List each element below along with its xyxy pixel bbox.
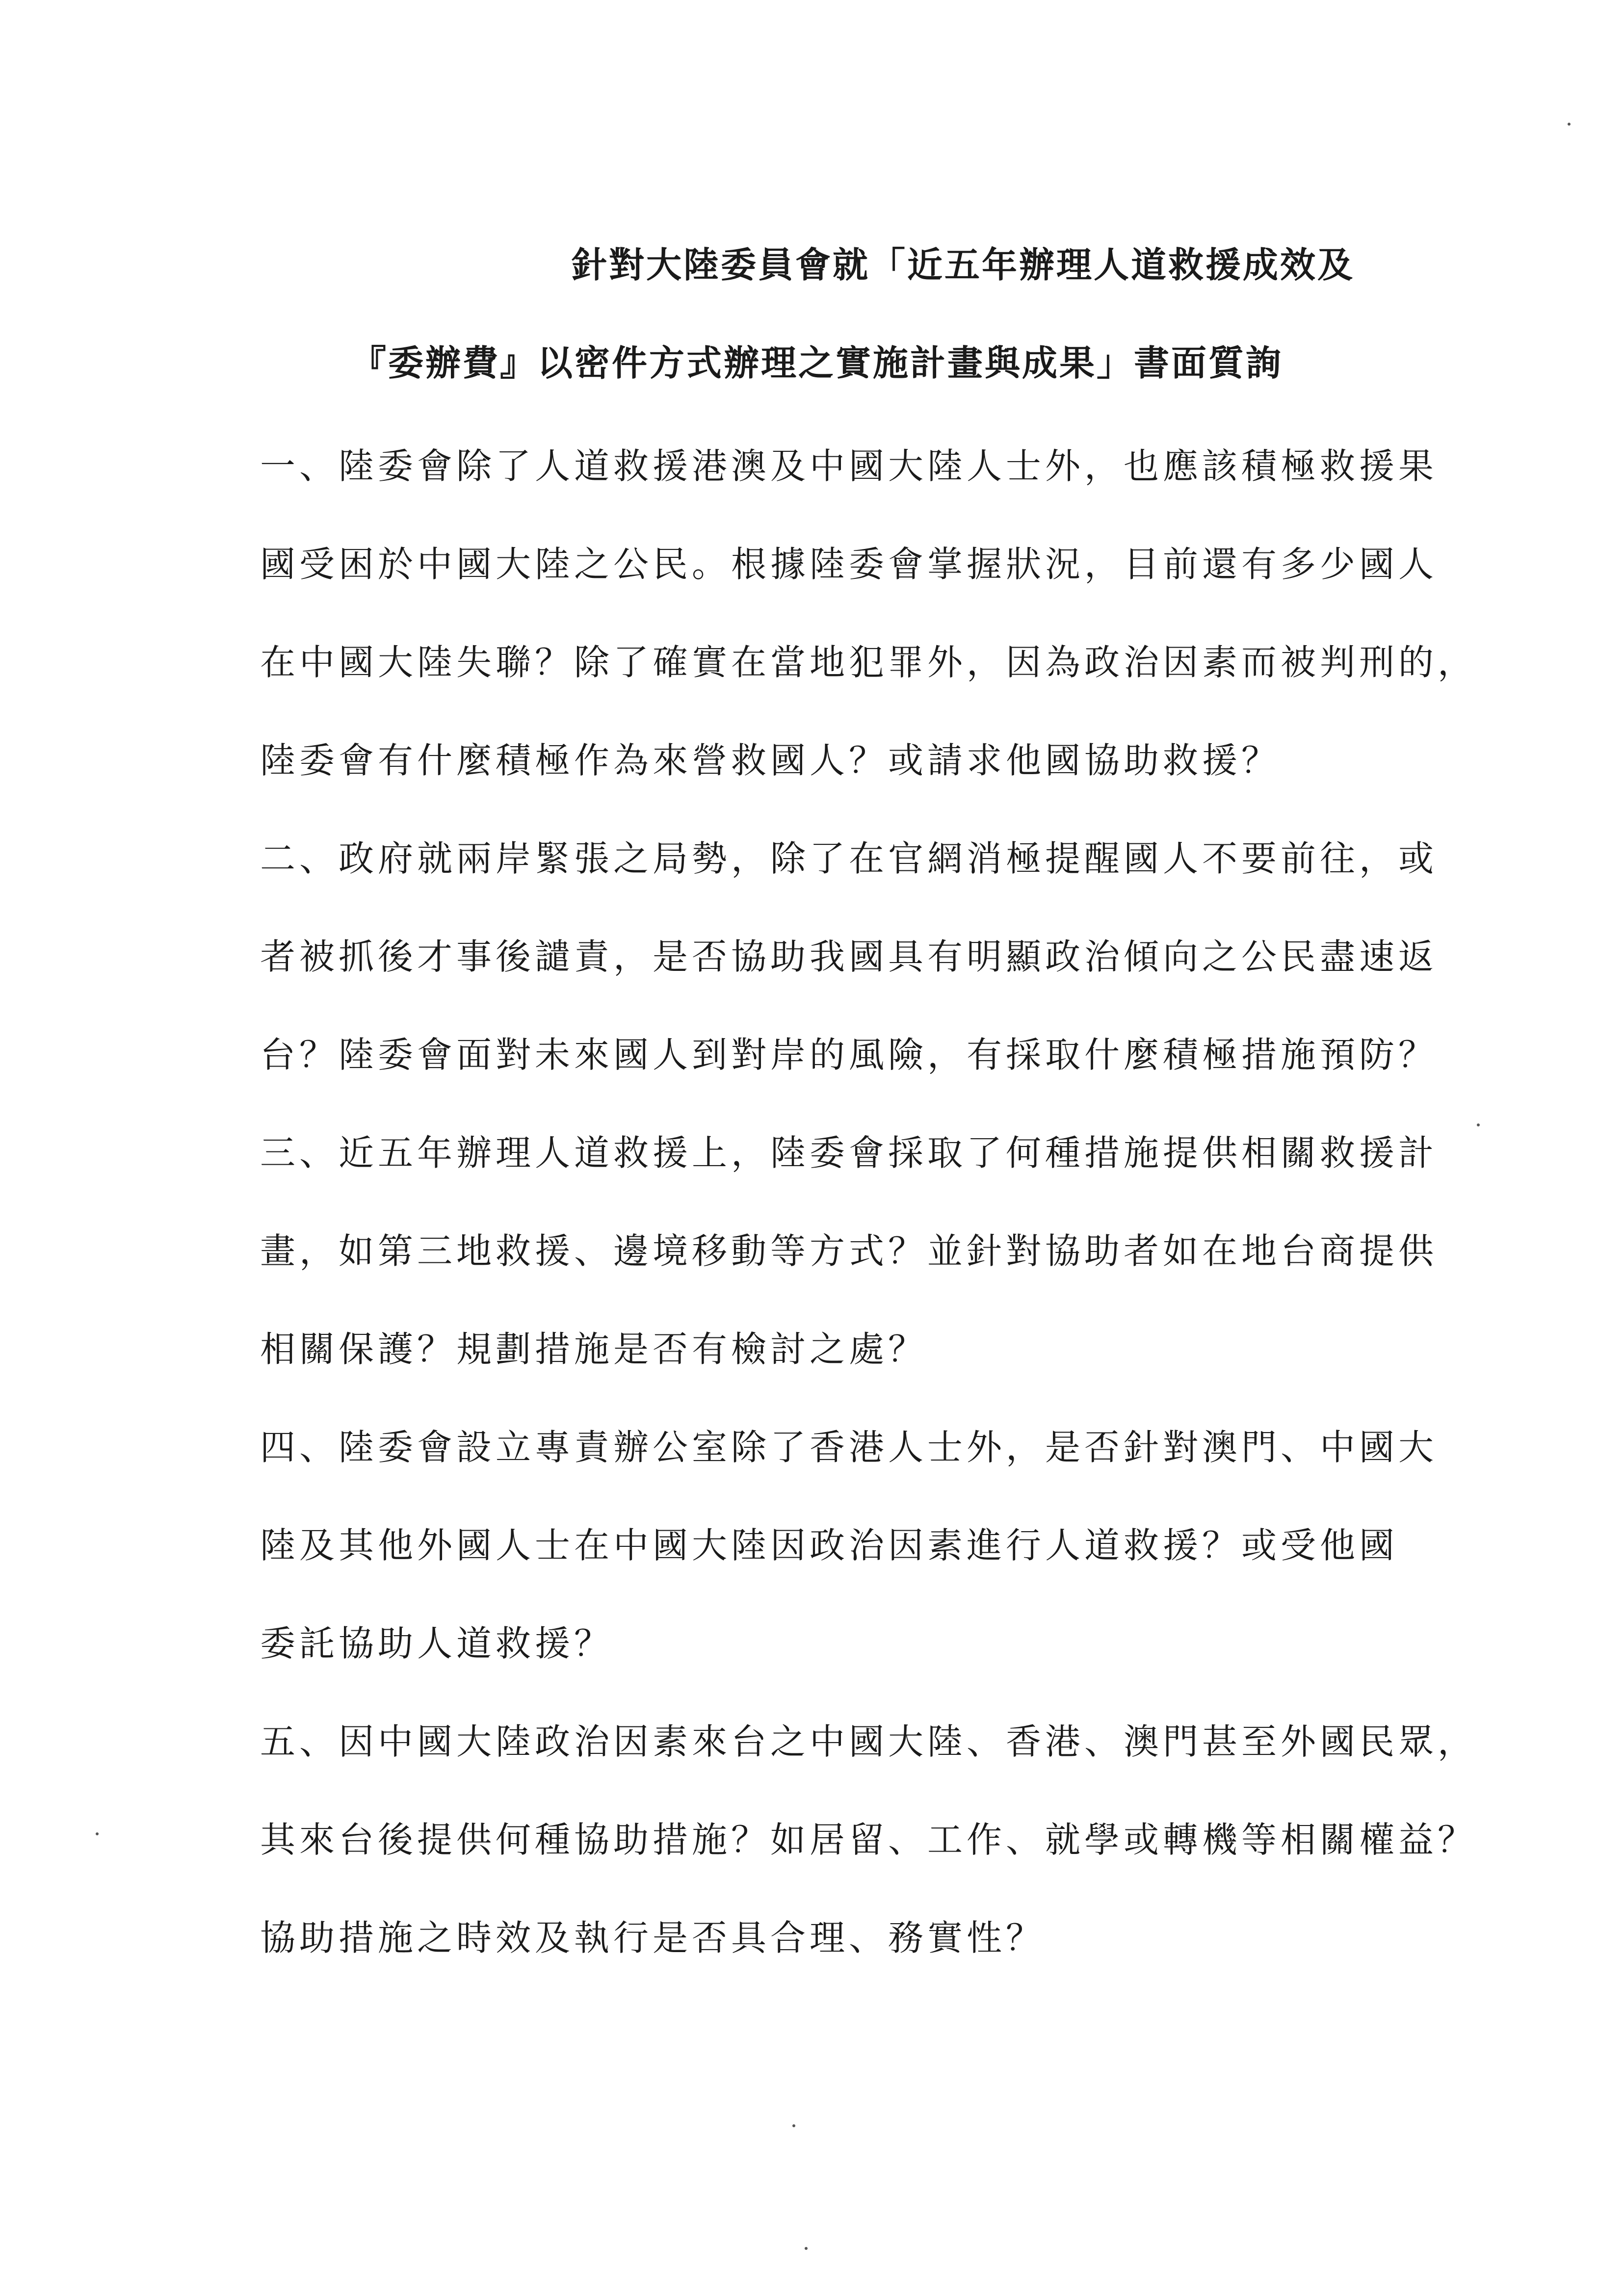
scan-speck xyxy=(792,2124,795,2127)
body-line: 二、政府就兩岸緊張之局勢，除了在官網消極提醒國人不要前往，或 xyxy=(260,838,1438,879)
body-line: 畫，如第三地救援、邊境移動等方式？並針對協助者如在地台商提供 xyxy=(260,1230,1438,1272)
body-line: 陸委會有什麼積極作為來營救國人？或請求他國協助救援？ xyxy=(260,740,1281,781)
body-line: 者被抓後才事後譴責，是否協助我國具有明顯政治傾向之公民盡速返 xyxy=(260,936,1438,977)
body-line: 委託協助人道救援？ xyxy=(260,1623,614,1664)
scan-speck xyxy=(1568,123,1571,126)
body-line: 國受困於中國大陸之公民。根據陸委會掌握狀況，目前還有多少國人 xyxy=(260,544,1438,585)
body-line: 在中國大陸失聯？除了確實在當地犯罪外，因為政治因素而被判刑的， xyxy=(260,642,1477,683)
document-title-line-1: 針對大陸委員會就「近五年辦理人道救援成效及 xyxy=(572,244,1355,286)
body-line: 三、近五年辦理人道救援上，陸委會採取了何種措施提供相關救援計 xyxy=(260,1132,1438,1174)
body-line: 協助措施之時效及執行是否具合理、務實性？ xyxy=(260,1917,1046,1958)
body-line: 四、陸委會設立專責辦公室除了香港人士外，是否針對澳門、中國大 xyxy=(260,1427,1438,1468)
body-line: 其來台後提供何種協助措施？如居留、工作、就學或轉機等相關權益？ xyxy=(260,1819,1477,1860)
body-line: 相關保護？規劃措施是否有檢討之處？ xyxy=(260,1329,928,1370)
scan-speck xyxy=(805,2247,808,2250)
body-line: 五、因中國大陸政治因素來台之中國大陸、香港、澳門甚至外國民眾， xyxy=(260,1721,1477,1762)
body-line: 一、陸委會除了人道救援港澳及中國大陸人士外，也應該積極救援果 xyxy=(260,445,1438,487)
body-line: 台？陸委會面對未來國人到對岸的風險，有採取什麼積極措施預防？ xyxy=(260,1034,1438,1075)
scan-speck xyxy=(96,1832,99,1835)
body-line: 陸及其他外國人士在中國大陸因政治因素進行人道救援？或受他國 xyxy=(260,1525,1399,1566)
scan-speck xyxy=(1477,1123,1480,1126)
document-title-line-2: 『委辦費』以密件方式辦理之實施計畫與成果」書面質詢 xyxy=(351,342,1283,384)
